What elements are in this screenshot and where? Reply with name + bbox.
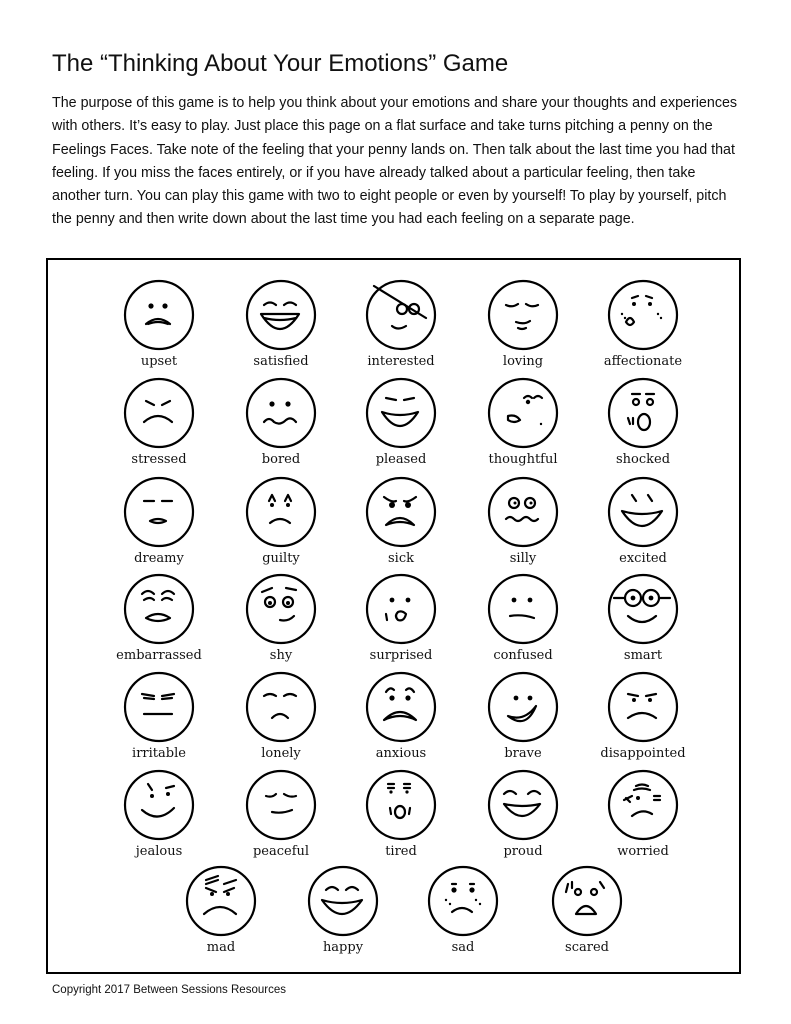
feeling-label: excited xyxy=(619,551,667,566)
feeling-label: affectionate xyxy=(603,354,683,369)
satisfied-face-icon xyxy=(244,278,318,352)
affectionate-face-icon xyxy=(606,278,680,352)
feeling-label: proud xyxy=(503,844,543,859)
sad-face-icon xyxy=(426,864,500,938)
interested-face-icon xyxy=(364,278,438,352)
loving-face-icon xyxy=(486,278,560,352)
guilty-face-icon xyxy=(244,475,318,549)
disappointed-face-icon xyxy=(606,670,680,744)
intro-paragraph: The purpose of this game is to help you think about your emotions and share your thoughts and experiences with others. It’s easy to play. Just place this page on a flat surface and take turns pitching a penny on the Feelings Faces. Take note of the feeling that your penny lands on. Then talk about the last time you had that feeling. If you miss the faces entirely, or if you have already talked about a particular feeling, then take another turn. You can play this game with two to eight people or even by yourself! To play by yourself, pitch the penny and then write down about the last time you had each feeling on a separate page. xyxy=(52,95,738,228)
feeling-label: smart xyxy=(623,648,663,663)
worried-face-icon xyxy=(606,768,680,842)
dreamy-face-icon xyxy=(122,475,196,549)
sick-face-icon xyxy=(364,475,438,549)
feeling-label: disappointed xyxy=(600,746,686,761)
excited-face-icon xyxy=(606,475,680,549)
feeling-label: anxious xyxy=(375,746,427,761)
shy-face-icon xyxy=(244,572,318,646)
feeling-label: thoughtful xyxy=(488,452,558,467)
feeling-label: tired xyxy=(385,844,417,859)
tired-face-icon xyxy=(364,768,438,842)
feeling-label: brave xyxy=(504,746,542,761)
feeling-label: bored xyxy=(261,452,301,467)
shocked-face-icon xyxy=(606,376,680,450)
silly-face-icon xyxy=(486,475,560,549)
surprised-face-icon xyxy=(364,572,438,646)
lonely-face-icon xyxy=(244,670,318,744)
smart-face-icon xyxy=(606,572,680,646)
jealous-face-icon xyxy=(122,768,196,842)
feeling-label: peaceful xyxy=(252,844,310,859)
feeling-label: mad xyxy=(206,940,236,955)
feeling-label: lonely xyxy=(261,746,301,761)
anxious-face-icon xyxy=(364,670,438,744)
stressed-face-icon xyxy=(122,376,196,450)
feeling-label: shy xyxy=(269,648,293,663)
feeling-label: jealous xyxy=(135,844,183,859)
peaceful-face-icon xyxy=(244,768,318,842)
feeling-label: upset xyxy=(140,354,178,369)
copyright-notice: Copyright 2017 Between Sessions Resources xyxy=(52,984,286,996)
feeling-label: stressed xyxy=(131,452,187,467)
feeling-label: confused xyxy=(493,648,553,663)
feeling-face xyxy=(166,864,276,986)
bored-face-icon xyxy=(244,376,318,450)
mad-face-icon xyxy=(184,864,258,938)
feeling-face xyxy=(532,864,642,986)
confused-face-icon xyxy=(486,572,560,646)
scared-face-icon xyxy=(550,864,624,938)
thoughtful-face-icon xyxy=(486,376,560,450)
feeling-label: loving xyxy=(502,354,544,369)
feeling-label: sad xyxy=(451,940,475,955)
feeling-label: interested xyxy=(367,354,435,369)
feeling-label: silly xyxy=(509,551,537,566)
happy-face-icon xyxy=(306,864,380,938)
feeling-label: guilty xyxy=(262,551,300,566)
brave-face-icon xyxy=(486,670,560,744)
embarrassed-face-icon xyxy=(122,572,196,646)
feelings-faces-board xyxy=(46,258,741,974)
feeling-label: irritable xyxy=(132,746,186,761)
feeling-label: shocked xyxy=(615,452,671,467)
feeling-label: surprised xyxy=(369,648,433,663)
feeling-label: embarrassed xyxy=(116,648,202,663)
feeling-label: sick xyxy=(388,551,414,566)
upset-face-icon xyxy=(122,278,196,352)
feeling-label: pleased xyxy=(375,452,427,467)
feeling-label: satisfied xyxy=(253,354,309,369)
feeling-label: happy xyxy=(322,940,364,955)
page-title: The “Thinking About Your Emotions” Game xyxy=(52,50,509,77)
irritable-face-icon xyxy=(122,670,196,744)
pleased-face-icon xyxy=(364,376,438,450)
feeling-label: scared xyxy=(565,940,609,955)
feeling-label: dreamy xyxy=(134,551,184,566)
proud-face-icon xyxy=(486,768,560,842)
feeling-face xyxy=(408,864,518,986)
feeling-label: worried xyxy=(617,844,669,859)
feeling-face xyxy=(288,864,398,986)
